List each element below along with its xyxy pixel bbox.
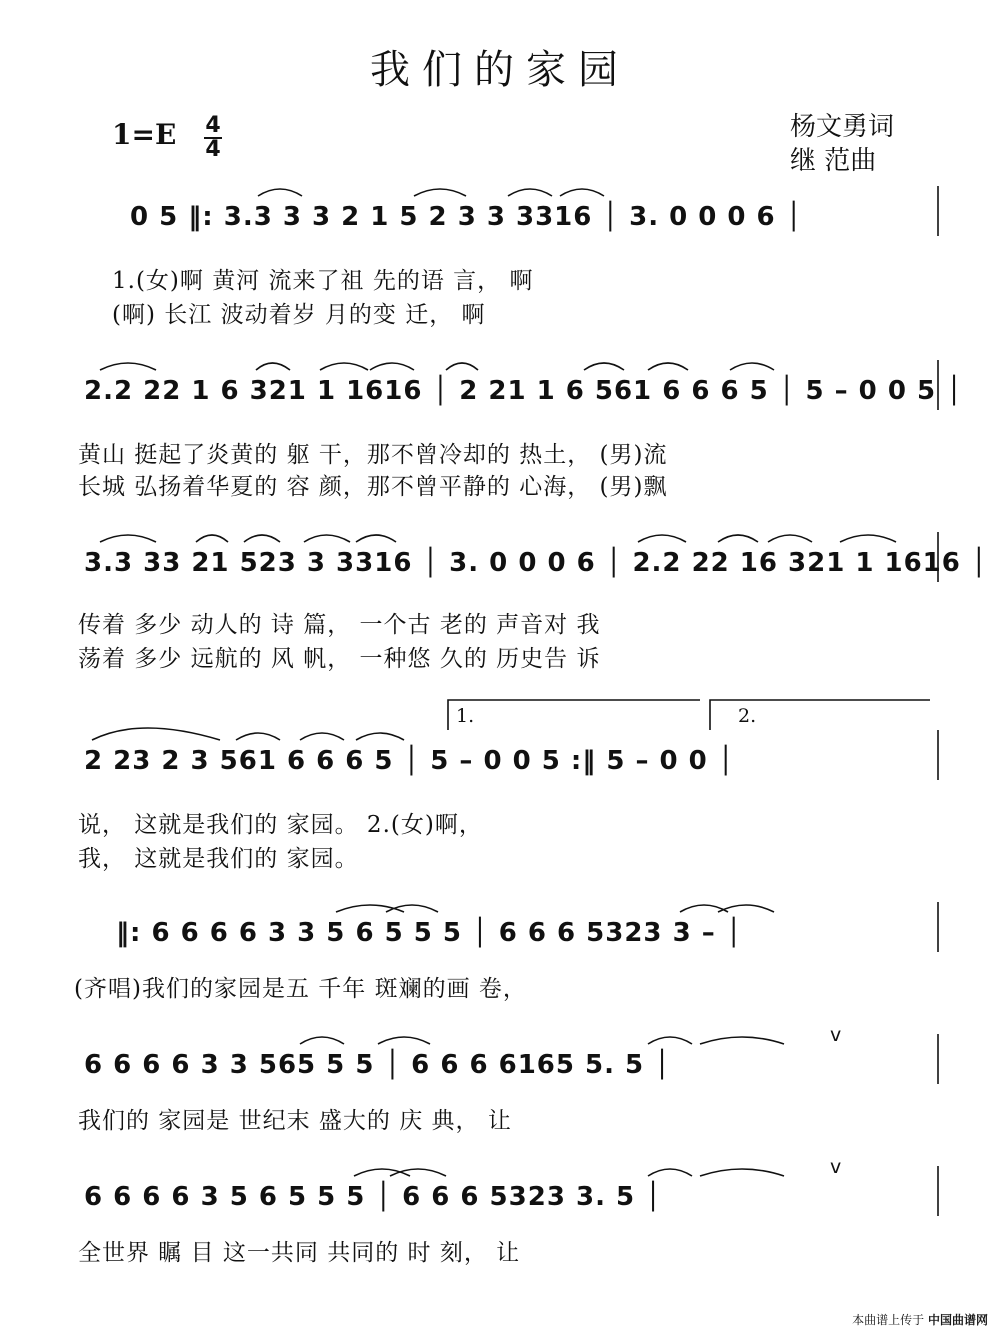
volta-2-label: 2. (738, 705, 757, 727)
footer-credit (852, 1311, 988, 1328)
lyrics-row-7: 全世界 瞩 目 这一共同 共同的 时 刻， 让 (78, 1240, 521, 1266)
notation-row-7: 6 6 6 6 3 5 6 5 5 5 │ 6 6 6 5323 3. 5 │ (84, 1182, 662, 1212)
footer-prefix: 本曲谱上传于 (852, 1313, 925, 1327)
breath-mark-row-7: v (830, 1156, 842, 1178)
volta-1-label: 1. (456, 705, 475, 727)
key-signature: 1=E (112, 118, 177, 151)
footer-site: 中国曲谱网 (927, 1313, 988, 1327)
song-title: 我们的家园 (370, 47, 630, 93)
breath-mark-row-6: v (830, 1024, 842, 1046)
lyrics-row-2-verse-2: 长城 弘扬着华夏的 容 颜，那不曾平静的 心海， (男)飘 (78, 474, 668, 500)
time-signature-bottom: 4 (205, 137, 221, 162)
lyrics-row-3-verse-1: 传着 多少 动人的 诗 篇， 一个古 老的 声音对 我 (78, 612, 601, 638)
lyrics-row-5: (齐唱)我们的家园是五 千年 斑斓的画 卷， (74, 976, 527, 1002)
lyrics-row-4-verse-2: 我， 这就是我们的 家园。 (78, 846, 359, 872)
notation-row-2: 2.2 22 1 6 321 1 1616 │ 2 21 1 6 561 6 6 6 5 │ 5 – 0 0 5 │ (84, 376, 963, 406)
lyrics-row-2-verse-1: 黄山 挺起了炎黄的 躯 干，那不曾冷却的 热土， (男)流 (78, 442, 668, 468)
notation-row-1: 0 5 ‖: 3.3 3 3 2 1 5 2 3 3 3316 │ 3. 0 0 0 6 │ (130, 202, 803, 232)
lyrics-row-4-verse-1: 说， 这就是我们的 家园。 2.(女)啊， (78, 812, 483, 838)
lyrics-row-3-verse-2: 荡着 多少 远航的 风 帆， 一种悠 久的 历史告 诉 (78, 646, 601, 672)
lyrics-row-6: 我们的 家园是 世纪末 盛大的 庆 典， 让 (78, 1108, 512, 1134)
time-signature-top: 4 (205, 113, 221, 138)
lyrics-row-1-verse-1: 1.(女)啊 黄河 流来了祖 先的语 言， 啊 (112, 268, 534, 294)
notation-row-6: 6 6 6 6 3 3 565 5 5 │ 6 6 6 6165 5. 5 │ (84, 1050, 671, 1080)
lyricist-credit: 杨文勇词 (790, 112, 895, 142)
notation-row-3: 3.3 33 21 523 3 3316 │ 3. 0 0 0 6 │ 2.2 22 16 321 1 1616 │ (84, 548, 988, 578)
lyrics-row-1-verse-2: (啊) 长江 波动着岁 月的变 迁， 啊 (112, 302, 486, 328)
notation-row-5: ‖: 6 6 6 6 3 3 5 6 5 5 5 │ 6 6 6 5323 3 – │ (116, 918, 743, 948)
notation-row-4: 2 23 2 3 561 6 6 6 5 │ 5 – 0 0 5 :‖ 5 – 0 0 │ (84, 746, 735, 776)
composer-credit: 继 范曲 (790, 146, 877, 176)
